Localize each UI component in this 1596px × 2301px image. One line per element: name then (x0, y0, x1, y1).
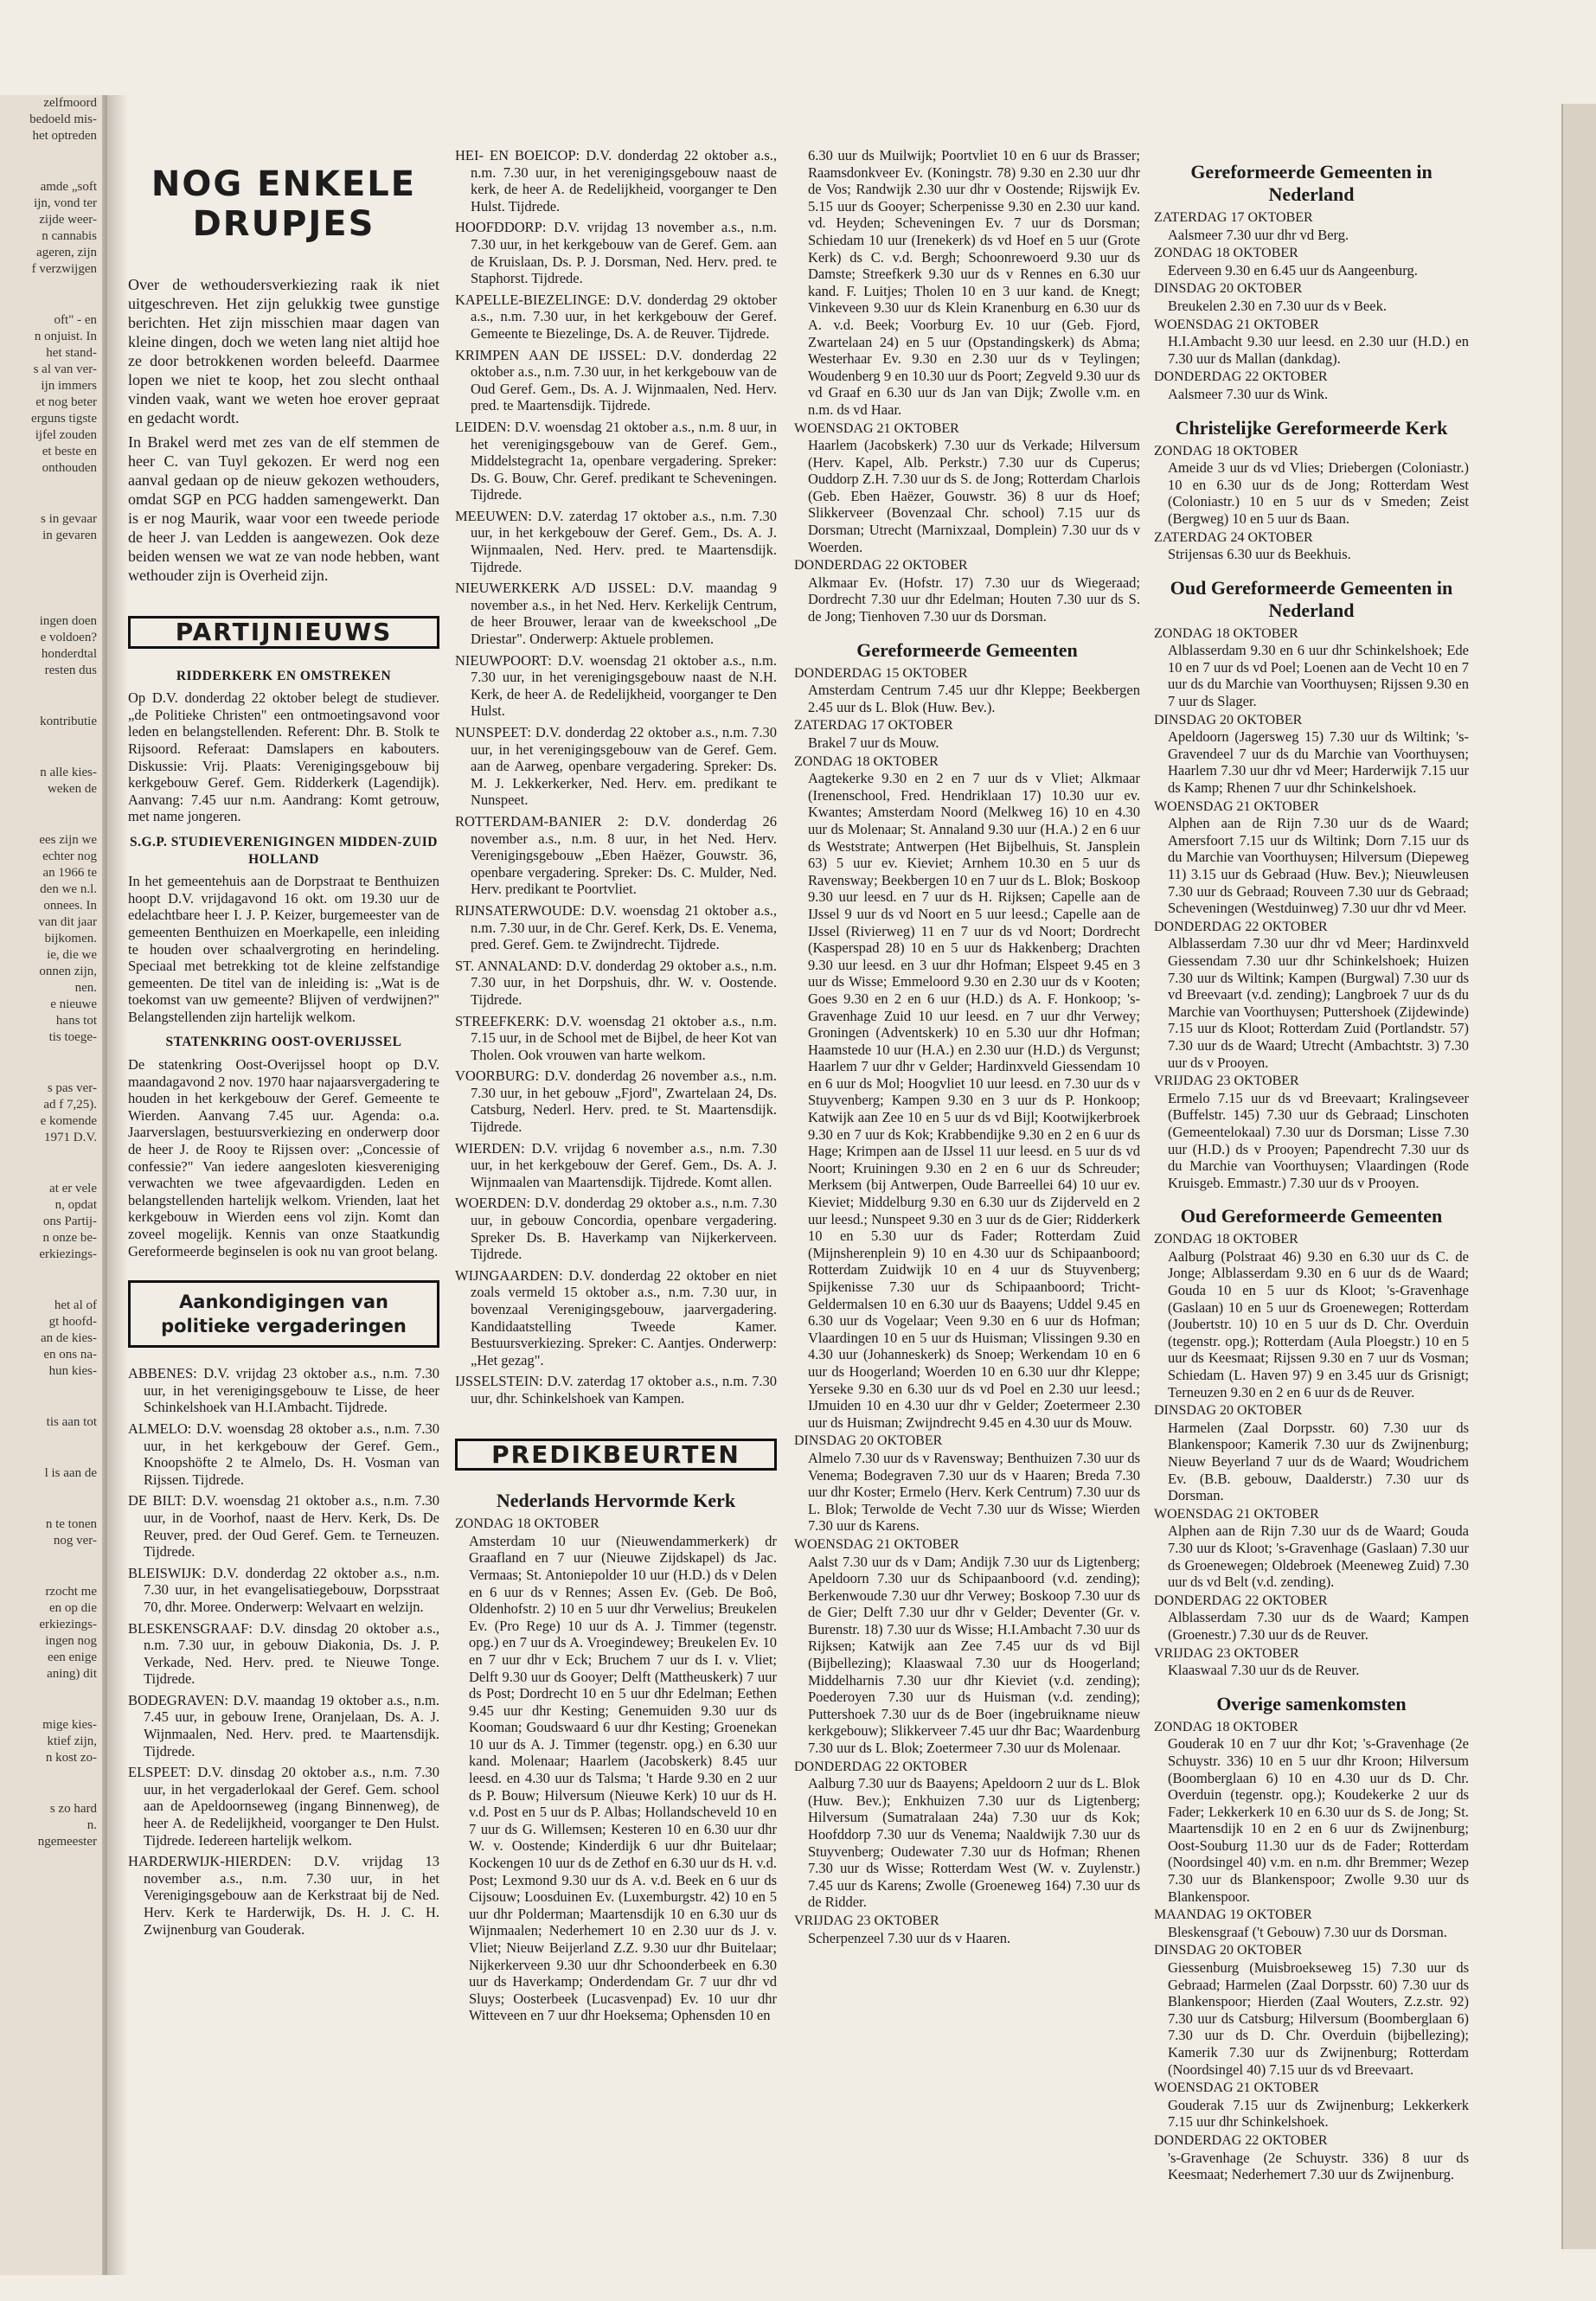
news-text: Op D.V. donderdag 22 oktober belegt de studiever. „de Politieke Christen" een ontmoetingsavond voor leden en belangstellenden. Referent: Dhr. B. Stolk te Rijsoord. Referaat: Damslapers en kabouters. Diskussie: Vrij. Plaats: Verenigingsgebouw bij kerkgebouw Geref. Gem. Ridderkerk (Lagendijk). Aanvang: 7.45 uur n.m. Aandrang: Komt getrouw, met name jongeren. (128, 689, 439, 825)
strip-fragment: onnees. In (43, 899, 97, 913)
strip-fragment: en op die (49, 1601, 97, 1615)
service-day-heading: ZONDAG 18 OKTOBER (1154, 1232, 1298, 1247)
strip-fragment: erkiezings- (39, 1618, 97, 1631)
service-day-heading: WOENSDAG 21 OKTOBER (794, 420, 959, 436)
service-text: Ermelo 7.15 uur ds vd Breevaart; Kralingseveer (Buffelstr. 145) 7.30 uur ds Gebraad; Linschoten (Gemeentelokaal) 7.30 uur ds Dorsman; Lisse 7.30 uur (H.D.) ds v Prooyen; Papendrecht 7.30 uur ds du Marchie van Voorthuysen; Vlaardingen (Rode Kruisgeb. Emmastr.) 7.30 uur ds v Prooyen. (1168, 1089, 1469, 1191)
strip-fragment: e komende (40, 1114, 97, 1128)
strip-gap (0, 1263, 102, 1298)
church-section-title: Overige samenkomsten (1216, 1692, 1407, 1715)
strip-fragment: honderdtal (41, 647, 97, 661)
service-text: Alkmaar Ev. (Hofstr. 17) 7.30 uur ds Wiegeraad; Dordrecht 7.30 uur dhr Edelman; Houten 7.30 uur ds S. de Jong; Tienhoven 7.30 uur ds Dorsman. (808, 574, 1140, 625)
strip-fragment: ad f 7,25). (43, 1098, 97, 1112)
service-text: Gouderak 10 en 7 uur dhr Kot; 's-Gravenhage (2e Schuystr. 336) 10 en 5 uur dhr Kroon; Hilversum (Boomberglaan 6) 10 en 4.30 uur ds D. Chr. Overduin (tegenstr. opg.); Koudekerke 2 uur ds Fader; Lekkerkerk 10 en 6.30 uur ds S. de Jong; St. Maartensdijk 10 en 2 en 6 uur ds Zwijnenburg; Oost-Souburg 11.30 uur ds de Fader; Rotterdam (Noordsingel 40) v.m. en n.m. dhr Bremmer; Wezep 7.30 uur ds Blankenspoor; Zwolle 9.30 uur ds Blankenspoor. (1168, 1735, 1469, 1905)
church-section-title: Gereformeerde Gemeenten in Nederland (1190, 161, 1433, 205)
strip-gap (0, 1482, 102, 1516)
strip-fragment: nog ver- (53, 1534, 97, 1548)
strip-fragment: s al van ver- (33, 362, 97, 376)
strip-gap (0, 798, 102, 832)
strip-fragment: weken de (47, 782, 97, 796)
service-text: H.I.Ambacht 9.30 uur leesd. en 2.30 uur (H.D.) en 7.30 uur ds Mallan (dankdag). (1168, 333, 1469, 367)
service-text: 's-Gravenhage (2e Schuystr. 336) 8 uur ds Keesmaat; Nederhemert 7.30 uur ds Zwijnenburg. (1168, 2149, 1469, 2183)
strip-fragment: rzocht me (45, 1585, 97, 1599)
service-text: Alblasserdam 9.30 en 6 uur dhr Schinkelshoek; Ede 10 en 7 uur ds vd Poel; Loenen aan de Vecht 10 en 7 uur ds du Marchie van Voorthuysen; Rijssen 9.30 en 7 uur ds Slager. (1168, 642, 1469, 710)
strip-gap (0, 278, 102, 312)
strip-fragment: een enige (47, 1650, 97, 1664)
strip-fragment: an 1966 te (42, 866, 97, 880)
church-section-title: Gereformeerde Gemeenten (856, 638, 1078, 661)
strip-fragment: den we n.l. (40, 882, 97, 896)
church-section-title: Nederlands Hervormde Kerk (496, 1490, 736, 1512)
strip-fragment: hun kies- (48, 1364, 97, 1378)
strip-fragment: nen. (74, 981, 97, 995)
section-box-title: PREDIKBEURTEN (455, 1439, 777, 1471)
meeting-entry: IJSSELSTEIN: D.V. zaterdag 17 oktober a.s., n.m. 7.30 uur, dhr. Schinkelshoek van Kampen. (455, 1373, 777, 1407)
article-body (128, 275, 439, 585)
church-section-title: Oud Gereformeerde Gemeenten (1180, 1205, 1443, 1227)
article-paragraph: In Brakel werd met zes van de elf stemmen de heer C. van Tuyl gekozen. Er werd nog een aanval gedaan op de nieuw gekozen wethouders, omdat SGP en PCG hadden samengewerkt. Dan is er nog Maurik, waar voor een tweede periode de heer J. van Ledden is aangewezen. Ook deze beiden wensen we wat ze van node hebben, want wethouder zijn is Overheid zijn. (128, 433, 439, 584)
meeting-entry: HEI- EN BOEICOP: D.V. donderdag 22 oktober a.s., n.m. 7.30 uur, in het verenigingsgebouw naast de kerk, de heer A. de Redelijkheid, voorganger te Den Hulst. Tijdrede. (455, 147, 777, 215)
service-days (794, 665, 1140, 1947)
meeting-entry: STREEFKERK: D.V. woensdag 21 oktober a.s., n.m. 7.15 uur, in de School met de Bijbel, de heer Kot van Tholen. Ook vrouwen van harte welkom. (455, 1012, 777, 1063)
service-text: Gouderak 7.15 uur ds Zwijnenburg; Lekkerkerk 7.15 uur dhr Schinkelshoek. (1168, 2096, 1469, 2131)
service-day-heading: DINSDAG 20 OKTOBER (1154, 1403, 1303, 1419)
meeting-entry: BODEGRAVEN: D.V. maandag 19 oktober a.s., n.m. 7.45 uur, in gebouw Irene, Oranjelaan, Ds. A. J. Wijnmaalen, Ned. Herv. pred. te Maartensdijk. Tijdrede. (128, 1691, 439, 1759)
service-day-heading: DONDERDAG 22 OKTOBER (794, 1759, 968, 1774)
service-day-heading: DINSDAG 20 OKTOBER (1154, 1943, 1303, 1958)
service-day-heading: ZONDAG 18 OKTOBER (1154, 1719, 1298, 1734)
strip-fragment: ijfel zouden (35, 428, 97, 442)
strip-fragment: ingen doen (39, 614, 97, 628)
news-subhead: S.G.P. STUDIEVERENIGINGEN MIDDEN-ZUID HOLLAND (130, 834, 438, 867)
column-1 (128, 147, 439, 1942)
meeting-entry: ELSPEET: D.V. dinsdag 20 oktober a.s., n.m. 7.30 uur, in het vergaderlokaal der Geref. Gem. school aan de Apeldoornseweg (ingang Binnenweg), de heer A. de Redelijkheid, voorganger te Den Hulst. Tijdrede. Iedereen hartelijk welkom. (128, 1764, 439, 1849)
church-section-title: Christelijke Gereformeerde Kerk (1175, 416, 1448, 439)
strip-gap (0, 1766, 102, 1801)
service-text: 6.30 uur ds Muilwijk; Poortvliet 10 en 6 uur ds Brasser; Raamsdonkveer Ev. (Koningstr. 78) 9.30 en 2.30 uur dhr de Vos; Randwijk 2.30 uur dhr v Oostende; Rijswijk Ev. 5.15 uur ds Gooyer; Scherpenisse 9.30 en 2.30 uur kand. vd. Heyden; Scheveningen Ev. 7 uur ds Dorsman; Schiedam 10 uur (Irenekerk) ds vd Hoef en 5 uur (Grote Kerk) ds C. v.d. Bergh; Schoonrewoerd 9.30 uur ds Damste; Streefkerk 9.30 uur ds v Rennes en 6.30 uur kand. F. Luitjes; Tholen 10 en 3 uur kand. de Knegt; Vinkeveen 9.30 uur ds Klein Kranenburg en 6.30 uur ds A. v.d. Beek; Voorburg Ev. 10 uur (Geb. Fjord, Zwartelaan 24) en 5 uur (Opstandingskerk) ds Abma; Westerhaar Ev. 9.30 en 2.30 uur ds v Teylingen; Woudenberg 9 en 10.30 uur ds Poort; Zegveld 9.30 uur ds vd Graaf en 6.30 uur ds Jan van Dijk; Zwolle v.m. en n.m. ds vd Haar. (808, 147, 1140, 418)
meeting-entry: KRIMPEN AAN DE IJSSEL: D.V. donderdag 22 oktober a.s., n.m. 7.30 uur, in het kerkgebouw van de Oud Geref. Gem., Ds. A. J. Wijnmaalen, Ned. Herv. pred. te Maartensdijk. Tijdrede. (455, 346, 777, 414)
service-day-heading: WOENSDAG 21 OKTOBER (1154, 1506, 1319, 1522)
meeting-entry: LEIDEN: D.V. woensdag 21 oktober a.s., n.m. 8 uur, in het verenigingsgebouw van de Geref. Gem., Middelstegracht 1a, openbare vergadering. Spreker: Ds. G. Bouw, Chr. Geref. predikant te Scheveningen. Tijdrede. (455, 418, 777, 503)
meeting-entry: NUNSPEET: D.V. donderdag 22 oktober a.s., n.m. 7.30 uur, in het verenigingsgebouw van de Geref. Gem. aan de Aarweg, openbare vergadering. Spreker: Ds. M. J. Lekkerkerker, Ned. Herv. em. predikant te Nunspeet. (455, 724, 777, 809)
service-text: Alblasserdam 7.30 uur ds de Waard; Kampen (Groenestr.) 7.30 uur ds de Reuver. (1168, 1609, 1469, 1643)
service-text: Alblasserdam 7.30 uur dhr vd Meer; Hardinxveld Giessendam 7.30 uur dhr Schinkelshoek; Huizen 7.30 uur ds Wiltink; Kampen (Burgwal) 7.30 uur ds vd Breevaart (v.d. zending); Langbroek 7 uur ds du Marchie van Voorthuysen; Puttershoek (Zijdewinde) 7.15 uur ds Kloot; Rotterdam Zuid (Portlandstr. 57) 7.30 uur ds de Waard; Utrecht (Ambachtstr. 3) 7.30 uur ds v Prooyen. (1168, 935, 1469, 1071)
church-sections (1154, 161, 1469, 2183)
strip-fragment: 1971 D.V. (44, 1131, 97, 1144)
service-text: Aalsmeer 7.30 uur ds Wink. (1168, 385, 1329, 402)
service-day-heading: MAANDAG 19 OKTOBER (1154, 1907, 1312, 1923)
service-text: Aalburg (Polstraat 46) 9.30 en 6.30 uur ds C. de Jonge; Alblasserdam 9.30 en 6 uur ds de Waard; Gouda 10 en 5 uur ds Kloot; 's-Gravenhage (Gaslaan) 10 en 5 uur ds Groenewegen; Rotterdam (Joubertstr. 10) 10 en 5 uur ds D. Chr. Overduin (tegenstr. opg.); Rotterdam (Aula Ploegstr.) 10 en 5 uur ds Keesmaat; Rijssen 9.30 en 7 uur ds Vosman; Schiedam (L. Haven 97) 9 en 3.45 uur ds Grisnigt; Terneuzen 9.30 en 2 en 6 uur ds de Reuver. (1168, 1247, 1469, 1400)
service-day-heading: DONDERDAG 22 OKTOBER (1154, 919, 1328, 934)
meetings-list (128, 1365, 439, 1938)
strip-fragment: s zo hard (49, 1802, 97, 1816)
service-day-heading: ZATERDAG 17 OKTOBER (794, 718, 953, 734)
strip-fragment: n, opdat (54, 1198, 97, 1212)
service-text: Haarlem (Jacobskerk) 7.30 uur ds Verkade; Hilversum (Herv. Kapel, Alb. Perkstr.) 7.30 uur ds Cuperus; Ouddorp Z.H. 7.30 uur ds S. de Jong; Rotterdam Charlois (Geb. Eben Haëzer, Gouwstr. 36) 8 uur ds Hoef; Slikkerveer (Bovenzaal Chr. school) 7.15 uur ds Dorsman; Utrecht (Marnixzaal, Domplein) 7.30 uur ds v Woerden. (808, 437, 1140, 555)
meeting-entry: ABBENES: D.V. vrijdag 23 oktober a.s., n.m. 7.30 uur, in het verenigingsgebouw te Lisse, de heer Schinkelshoek van H.I.Ambacht. Tijdrede. (128, 1365, 439, 1416)
strip-gap (0, 144, 102, 179)
meeting-entry: HOOFDDORP: D.V. vrijdag 13 november a.s., n.m. 7.30 uur, in het kerkgebouw van de Geref. Gem. aan de Kruislaan, Ds. P. J. Dorsman, Ned. Herv. pred. te Staphorst. Tijdrede. (455, 219, 777, 287)
service-day-heading: WOENSDAG 21 OKTOBER (1154, 2080, 1319, 2096)
strip-fragment: bijkomen. (44, 932, 97, 945)
service-day-heading: ZONDAG 18 OKTOBER (794, 753, 939, 769)
news-subhead: STATENKRING OOST-OVERIJSSEL (165, 1035, 402, 1050)
strip-fragment: n te tonen (45, 1517, 97, 1531)
strip-fragment: echter nog (42, 849, 97, 863)
service-text: Harmelen (Zaal Dorpsstr. 60) 7.30 uur ds Blankenspoor; Kamerik 7.30 uur ds Zwijnenburg; Nieuw Beyerland 7 uur ds de Waard; Woudrichem Ev. (B.B. gebouw, Daalderstr.) 7.30 uur ds Dorsman. (1168, 1419, 1469, 1504)
strip-fragment: e nieuwe (50, 997, 97, 1011)
service-text: Breukelen 2.30 en 7.30 uur ds v Beek. (1168, 297, 1387, 314)
service-text: Aagtekerke 9.30 en 2 en 7 uur ds v Vliet; Alkmaar (Irenenschool, Fred. Hendriklaan 17) 10.30 uur ev. Kwantes; Amsterdam Noord (Melkweg 16) 10 en 4.30 uur ds Molenaar; St. Annaland 9.30 uur (H.A.) 2 en 6 uur ds Weststrate; Antwerpen (Het Bijbelhuis, St. Jansplein 63) 5 uur ev. Kieviet; Arnhem 10.30 en 5 uur ds Ravensway; Beekbergen 10 en 7 uur ds L. Blok; Boskoop 9.30 uur leesd. en 7 uur ds H. Rijksen; Capelle aan de IJssel 9 uur ds vd Noort en 5 uur leesd.; Capelle aan de IJssel (Rivierweg) 11 en 7 uur ds vd Noort; Dordrecht (Kasperspad 28) 10 en 5 uur ds Hakkenberg; Drachten 9.30 uur leesd. en 3 uur dhr Hofman; Elspeet 9.45 en 3 uur ds Wisse; Emmeloord 9.30 en 2.30 uur ds v Kooten; Goes 9.30 en 2 en 6 uur (H.D.) ds A. F. Honkoop; 's-Gravenhage Zuid 10 uur leesd. en 7 uur dhr Verwey; Groningen (Adventskerk) 10 en 5.30 uur dhr Hofman; Haamstede 10 uur (H.A.) en 2.30 uur (H.D.) ds Vergunst; Haarlem 7 uur dhr v Gelder; Hardinxveld Giessendam 10 en 6 uur ds Mol; Hoogvliet 10 uur leesd. en 7.30 uur ds v Stuyvenberg; Kampen 9.30 en 3 uur ds P. Honkoop; Katwijk aan Zee 10 en 5 uur ds vd Bijl; Kootwijkerbroek 9.30 en 7 uur ds Kok; Krabbendijke 9.30 en 2 en 6 uur ds Hage; Krimpen aan de IJssel 11 uur leesd. en 5 uur ds vd Noort; Kruiningen 9.30 en 2 en 6 uur ds Schreuder; Merksem (bij Antwerpen, Oude Barreellei 64) 10 uur ev. Kieviet; Middelburg 9.30 en 6.30 uur ds Zijderveld en 2 uur leesd.; Nunspeet 9.30 en 3 uur ds de Gier; Ridderkerk 10 en 5.30 uur ds Fader; Rotterdam Zuid (Mijnsherenplein 9) 10 en 4.30 uur ds Schipaanboord; Rotterdam Zuidwijk 10 en 4 uur ds Stuyvenberg; Spijkenisse 7.30 uur ds Schipaanboord; Tricht-Geldermalsen 10 en 6.30 uur ds Baayens; Uddel 9.45 en 6.30 uur ds Vogelaar; Veen 9.30 en 6 uur ds Hofman; Vlaardingen 10 en 5 uur ds Huisman; Vlissingen 9.30 en 4.30 uur (Johanneskerk) ds Snoep; Werkendam 10 en 6 uur ds Hoogerland; Woerden 10 en 6.30 uur dhr Kleppe; Yerseke 9.30 en 6.30 uur ds vd Poel en 2.30 uur leesd.; IJmuiden 10 en 4.30 uur dhr v Gelder; Zoetermeer 2.30 uur ds Huisman; Zwijndrecht 9.45 en 4.30 uur ds Mouw. (808, 770, 1140, 1431)
party-news (128, 668, 439, 1260)
strip-fragment: onnen zijn, (39, 965, 97, 978)
service-text: Amsterdam Centrum 7.45 uur dhr Kleppe; Beekbergen 2.45 uur ds L. Blok (Huw. Bev.). (808, 682, 1140, 715)
service-text: Alphen aan de Rijn 7.30 uur ds de Waard; Gouda 7.30 uur ds Kloot; 's-Gravenhage (Gaslaan) 7.30 uur ds Groenewegen; Oldebroek (Meeneweg Zuid) 7.30 uur ds vd Belt (v.d. zending). (1168, 1522, 1469, 1591)
strip-gap (0, 679, 102, 714)
meeting-entry: ST. ANNALAND: D.V. donderdag 29 oktober a.s., n.m. 7.30 uur, in het Dorpshuis, dhr. W. v. Oostende. Tijdrede. (455, 957, 777, 1008)
meeting-entry: WOERDEN: D.V. donderdag 29 oktober a.s., n.m. 7.30 uur, in gebouw Concordia, openbare vergadering. Spreker Ds. B. Haverkamp van Nijkerkerveen. Tijdrede. (455, 1195, 777, 1263)
strip-fragment: van dit jaar (38, 915, 97, 929)
strip-fragment: et beste en (42, 445, 97, 458)
strip-fragment: f verzwijgen (31, 262, 97, 276)
service-day-heading: DONDERDAG 22 OKTOBER (1154, 369, 1328, 385)
strip-fragment: kontributie (40, 715, 97, 728)
service-day-heading: DINSDAG 20 OKTOBER (1154, 712, 1303, 727)
strip-fragment: bedoeld mis- (29, 112, 97, 126)
strip-fragment: erkiezings- (39, 1247, 97, 1261)
service-day-heading: WOENSDAG 21 OKTOBER (1154, 798, 1319, 814)
page-right-edge (1561, 104, 1596, 2249)
strip-fragment: het al of (54, 1298, 97, 1312)
newspaper-page (128, 130, 1555, 2258)
strip-gap (0, 477, 102, 511)
strip-fragment: tis toege- (48, 1030, 97, 1044)
service-day-heading: ZONDAG 18 OKTOBER (1154, 443, 1298, 458)
strip-fragment: zelfmoord (43, 96, 97, 110)
strip-gap (0, 1682, 102, 1717)
strip-fragment: en ons na- (43, 1348, 97, 1362)
service-text: Scherpenzeel 7.30 uur ds v Haaren. (808, 1929, 1011, 1946)
strip-fragment: et nog beter (35, 395, 97, 409)
strip-fragment: het stand- (46, 346, 97, 360)
meeting-entry: BLESKENSGRAAF: D.V. dinsdag 20 oktober a.s., n.m. 7.30 uur, in gebouw Diakonia, Ds. J. P. Verkade, Ned. Herv. pred. te Nieuwe Tonge. Tijdrede. (128, 1619, 439, 1688)
strip-fragment: n alle kies- (40, 766, 97, 779)
service-text: Amsterdam 10 uur (Nieuwendammerkerk) dr Graafland en 7 uur (Nieuwe Zijdskapel) ds Jac. Vermaas; St. Antoniepolder 10 uur (H.D.) ds v Delen en 6 uur ds v Rennes; Assen Ev. (Geb. De Boô, Oldenhofstr. 2) 10 en 5 uur dhr Verwelius; Breukelen Ev. (Pro Rege) 10 uur ds A. J. Timmer (tegenstr. opg.) en 7 uur ds A. Vroegindewey; Breukelen Ev. 10 en 7 uur dhr v Eck; Bruchem 7 uur ds I. v. Vliet; Delft 9.30 uur ds Gooyer; Delft (Mattheuskerk) 7 uur ds Post; Dordrecht 10 en 5 uur dhr Edelman; Eethen 9.45 uur dhr Kesting; Genemuiden 9.30 uur ds Kooman; Goudswaard 6 uur dhr Kesting; Groenekan 10 uur ds A. J. Timmer (tegenstr. opg.) en 6.30 uur kand. Molenaar; Haarlem (Jacobskerk) 8.45 uur leesd. en 4.30 uur ds Talsma; 't Harde 9.30 en 2 uur ds P. Bouw; Hilversum (Nieuwe Kerk) 10 uur ds H. v.d. Post en 5 uur ds P. Albas; Hollandscheveld 10 en 7 uur ds G. Willemsen; Kesteren 10 en 6.30 uur dhr W. v. Oostende; Kinderdijk 6 uur dhr Buitelaar; Kockengen 10 uur ds de Zethof en 6.30 uur ds H. v.d. Post; Lexmond 9.30 uur ds A. v.d. Beek en 6 uur ds Cijsouw; Loosduinen Ev. (Luxemburgstr. 42) 10 en 5 uur dhr Polderman; Maartensdijk 10 en 6.30 uur ds Wijnmaalen; Nederhemert 10 en 2.30 uur ds J. v. Vliet; Nieuw Beijerland Z.Z. 9.30 uur dhr Buitelaar; Nijkerkerveen 9.30 uur dhr Schoonderbeek en 6.30 uur ds Haverkamp; Onderdendam Gr. 7 uur dhr vd Sluys; Oosterbeek (Lucasvenpad) Ev. 10 uur dhr Witteveen en 7 uur dhr Hoeksema; Ophensden 10 en (469, 1532, 777, 2024)
service-day-heading: DONDERDAG 22 OKTOBER (1154, 2132, 1328, 2148)
service-text: Alphen aan de Rijn 7.30 uur ds de Waard; Amersfoort 7.15 uur ds Wiltink; Dorn 7.15 uur ds du Marchie van Voorthuysen; Hilversum (Diepeweg 11) 3.15 uur ds Gebraad (Huw. Bev.); Nieuwleusen 7.30 uur ds Gebraad; Rouveen 7.30 uur ds Gebraad; Scheveningen (Westduinweg) 7.30 uur dhr vd Meer. (1168, 815, 1469, 917)
strip-fragment: ees zijn we (39, 833, 97, 847)
column-2 (455, 147, 777, 2026)
strip-fragment: n cannabis (42, 229, 97, 243)
strip-gap (0, 1549, 102, 1584)
page-gutter (102, 95, 128, 2275)
service-day-heading: ZATERDAG 24 OKTOBER (1154, 529, 1313, 545)
column-4 (1154, 147, 1469, 2185)
strip-fragment: ingen nog (45, 1634, 97, 1648)
strip-gap (0, 1146, 102, 1181)
service-day-heading: DINSDAG 20 OKTOBER (794, 1433, 943, 1449)
service-day-heading: DONDERDAG 22 OKTOBER (1154, 1593, 1328, 1608)
meeting-entry: NIEUWPOORT: D.V. woensdag 21 oktober a.s., n.m. 7.30 uur, in het verenigingsgebouw naast de N.H. Kerk, de heer A. de Redelijkheid, voorganger te Den Hulst. (455, 651, 777, 720)
service-day-heading: ZONDAG 18 OKTOBER (1154, 246, 1298, 261)
strip-fragment: ons Partij- (42, 1215, 97, 1228)
service-text: Aalsmeer 7.30 uur dhr vd Berg. (1168, 226, 1349, 243)
service-text: Strijensas 6.30 uur ds Beekhuis. (1168, 546, 1351, 563)
meeting-entry: VOORBURG: D.V. donderdag 26 november a.s., n.m. 7.30 uur, in het gebouw „Fjord", Zwartelaan 24, Ds. Catsburg, Nederl. Herv. pred. te St. Maartensdijk. Tijdrede. (455, 1067, 777, 1136)
news-subhead: RIDDERKERK EN OMSTREKEN (176, 668, 392, 683)
strip-fragment: n onze be- (42, 1231, 97, 1245)
strip-fragment: s pas ver- (47, 1081, 97, 1095)
strip-fragment: hans tot (55, 1014, 97, 1028)
service-text: Aalst 7.30 uur ds v Dam; Andijk 7.30 uur ds Ligtenberg; Apeldoorn 7.30 uur ds Schipaanboord (v.d. zending); Berkenwoude 7.30 uur dhr Verwey; Boskoop 7.30 uur ds de Gier; Delft 7.30 uur dhr v Gelder; Deventer (Gr. v. Burenstr. 18) 7.30 uur ds Wisse; H.I.Ambacht 7.30 uur ds Rijksen; Katwijk aan Zee 7.45 uur ds vd Bijl (Bijbellezing); Klaaswaal 7.30 uur ds Hoogerland; Middelharnis 7.30 uur dhr Kieviet (v.d. zending); Poederoyen 7.30 uur ds Huisman (v.d. zending); Puttershoek 7.30 uur ds de Boer (ingebruikname nieuw kerkgebouw); Slikkerveer 7.45 uur dhr Bac; Waardenburg 7.30 uur ds L. Blok; Zoetermeer 7.30 uur ds Molenaar. (808, 1553, 1140, 1757)
meeting-entry: NIEUWERKERK A/D IJSSEL: D.V. maandag 9 november a.s., in het Ned. Herv. Kerkelijk Centrum, de heer Brouwer, leraar van de kweekschool „De Driestar". Onderwerp: Aktuele problemen. (455, 580, 777, 648)
article-headline: NOG ENKELE DRUPJES (151, 164, 417, 244)
strip-fragment: l is aan de (44, 1466, 97, 1480)
meeting-entry: RIJNSATERWOUDE: D.V. woensdag 21 oktober a.s., n.m. 7.30 uur, in de Chr. Geref. Kerk, Ds. E. Venema, pred. Geref. Gem. te Zwijndrecht. Tijdrede. (455, 901, 777, 953)
strip-fragment: amde „soft (40, 180, 97, 194)
strip-fragment: erguns tigste (31, 412, 97, 426)
meeting-entry: KAPELLE-BIEZELINGE: D.V. donderdag 29 oktober a.s., n.m. 7.30 uur, in het kerkgebouw der Geref. Gemeente te Biezelinge, Ds. A. de Reuver. Tijdrede. (455, 291, 777, 342)
meeting-entry: HARDERWIJK-HIERDEN: D.V. vrijdag 13 november a.s., n.m. 7.30 uur, in het Verenigingsgebouw aan de Kerkstraat bij de Ned. Herv. Kerk te Harderwijk, Ds. H. J. C. H. Zwijnenburg van Gouderak. (128, 1853, 439, 1938)
service-day-heading: VRIJDAG 23 OKTOBER (1154, 1074, 1299, 1089)
strip-gap (0, 544, 102, 579)
service-day-heading: DONDERDAG 22 OKTOBER (794, 558, 968, 574)
article-paragraph: Over de wethoudersverkiezing raak ik niet uitgeschreven. Het zijn gelukkig twee gunstige berichten. Het zijn misschien maar dagen van kleine dingen, doch we weten lang niet altijd hoe ze door betrokkenen worden beleefd. Daarmee lopen we niet te koop, het zou slecht onthaal vinden vaak, want we weten hoe erover gepraat en gedacht wordt. (128, 276, 439, 426)
strip-fragment: ie, die we (47, 948, 97, 962)
column-3 (794, 147, 1140, 1948)
section-box-title: PARTIJNIEUWS (128, 616, 439, 649)
meeting-entry: BLEISWIJK: D.V. donderdag 22 oktober a.s., n.m. 7.30 uur, in het evangelisatiegebouw, Dorpsstraat 70, dhr. Moree. Onderwerp: Welvaart en welzijn. (128, 1564, 439, 1615)
service-text: Brakel 7 uur ds Mouw. (808, 734, 939, 751)
strip-fragment: ngemeester (37, 1835, 97, 1849)
adjacent-page-strip (0, 95, 107, 2275)
strip-fragment: het optreden (32, 129, 97, 143)
meeting-entry: WIJNGAARDEN: D.V. donderdag 22 oktober en niet zoals vermeld 15 oktober a.s., n.m. 7.30 uur, in bovenzaal Verenigingsgebouw, jaarvergadering. Kandidaatstelling Tweede Kamer. Bestuursverkiezing. Spreker: C. Aantjes. Onderwerp: „Het gezag". (455, 1266, 777, 1368)
service-text: Aalburg 7.30 uur ds Baayens; Apeldoorn 2 uur ds L. Blok (Huw. Bev.); Enkhuizen 7.30 uur ds Ligtenberg; Hilversum (Sumatralaan 24a) 7.30 uur ds Kok; Hoofddorp 7.30 uur ds Venema; Naaldwijk 7.30 uur ds Stuyvenberg; Oudewater 7.30 uur ds Hofman; Rhenen 7.30 uur ds Wisse; Rotterdam West (W. v. Zuylenstr.) 7.45 uur ds Karens; Zwolle (Groeneweg 164) 7.30 uur ds de Ridder. (808, 1775, 1140, 1911)
strip-fragment: n kost zo- (45, 1751, 97, 1765)
strip-fragment: ageren, zijn (36, 246, 97, 260)
meeting-entry: ALMELO: D.V. woensdag 28 oktober a.s., n.m. 7.30 uur, in het kerkgebouw der Geref. Gem., Knoopshöfte 2 te Almelo, Ds. H. Vosman van Rijssen. Tijdrede. (128, 1420, 439, 1488)
strip-fragment: an de kies- (41, 1331, 97, 1345)
strip-fragment: in gevaren (42, 529, 97, 542)
service-day-heading: ZONDAG 18 OKTOBER (455, 1516, 599, 1532)
meeting-entry: WIERDEN: D.V. vrijdag 6 november a.s., n.m. 7.30 uur, in het kerkgebouw der Geref. Gem., Ds. A. J. Wijnmaalen van Maartensdijk. Tijdrede. Komt allen. (455, 1139, 777, 1190)
strip-fragment: s in gevaar (41, 512, 97, 526)
service-day-heading: DINSDAG 20 OKTOBER (1154, 281, 1303, 297)
strip-fragment: mige kies- (42, 1718, 97, 1732)
service-text: Almelo 7.30 uur ds v Ravensway; Benthuizen 7.30 uur ds Venema; Bodegraven 7.30 uur ds v Haaren; Breda 7.30 uur dhr Koster; Ermelo (Herv. Kerk Centrum) 7.30 uur ds L. Blok; Terwolde de Vecht 7.30 uur ds Wisse; Wierden 7.30 uur ds Karens. (808, 1449, 1140, 1535)
service-day-heading: ZATERDAG 17 OKTOBER (1154, 210, 1313, 225)
service-day-heading: WOENSDAG 21 OKTOBER (1154, 317, 1319, 332)
news-text: In het gemeentehuis aan de Dorpstraat te Benthuizen hoopt D.V. vrijdagavond 16 okt. om 19.30 uur de edelachtbare heer I. J. P. Keizer, burgemeester van de gemeenten Benthuizen en Moerkapelle, een inleiding te houden over schaalvergroting en herindeling. Speciaal met betrekking tot de kleine zelfstandige gemeenten. De titel van de inleiding is: „Wat is de toekomst van uw gemeente? Blijven of verdwijnen?" Belangstellenden zijn hartelijk welkom. (128, 873, 439, 1025)
service-text: Ederveen 9.30 en 6.45 uur ds Aangeenburg. (1168, 261, 1418, 279)
meeting-entry: MEEUWEN: D.V. zaterdag 17 oktober a.s., n.m. 7.30 uur, in het kerkgebouw der Geref. Gem., Ds. A. J. Wijnmaalen, Ned. Herv. pred. te Maartensdijk. Tijdrede. (455, 507, 777, 575)
strip-fragment: onthouden (42, 461, 97, 475)
strip-fragment: n. (87, 1818, 97, 1832)
meeting-entry: DE BILT: D.V. woensdag 21 oktober a.s., n.m. 7.30 uur, in de Voorhof, naast de Herv. Kerk, Ds. De Reuver, pred. der Oud Geref. Gem. te Terneuzen. Tijdrede. (128, 1492, 439, 1561)
service-day-heading: VRIJDAG 23 OKTOBER (794, 1913, 939, 1928)
strip-fragment: gt hoofd- (48, 1315, 97, 1329)
meeting-entry: ROTTERDAM-BANIER 2: D.V. donderdag 26 november a.s., n.m. 8 uur, in het Ned. Herv. Verenigingsgebouw „Eben Haëzer, Gouwstr. 36, openbare vergadering. Spreker: Ds. C. Mulder, Ned. Herv. predikant te Poortvliet. (455, 812, 777, 898)
service-day-heading: DONDERDAG 15 OKTOBER (794, 665, 968, 681)
service-days (794, 420, 1140, 625)
service-day-heading: WOENSDAG 21 OKTOBER (794, 1536, 959, 1552)
strip-fragment: tis aan tot (46, 1415, 97, 1429)
church-section-title: Oud Gereformeerde Gemeenten in Nederland (1170, 576, 1453, 621)
strip-fragment: aning) dit (47, 1667, 97, 1681)
strip-fragment: n onjuist. In (34, 330, 97, 343)
strip-gap (0, 1380, 102, 1414)
news-text: De statenkring Oost-Overijssel hoopt op D.V. maandagavond 2 nov. 1970 haar najaarsvergadering te houden in het kerkgebouw der Geref. Gemeente te Wierden. Aanvang 7.45 uur. Agenda: o.a. Jaarverslagen, bestuursverkiezing en onderwerp door de heer J. de Rooy te Rijssen over: „Concessie of confessie?" Van iedere aangesloten kiesvereniging verwachten we twee afgevaardigden. Leden en belangstellenden hartelijk welkom. Vrienden, laat het kerkgebouw in Wierden eens vol zijn. Komt dan zoveel mogelijk. Kennis van onze Staatkundig Gereformeerde beginselen is ook nu van groot belang. (128, 1056, 439, 1259)
service-day-heading: ZONDAG 18 OKTOBER (1154, 625, 1298, 641)
service-day-heading: VRIJDAG 23 OKTOBER (1154, 1645, 1299, 1661)
strip-fragment: resten dus (44, 663, 97, 677)
strip-gap (0, 730, 102, 765)
strip-fragment: at er vele (49, 1182, 97, 1195)
strip-gap (0, 579, 102, 613)
service-days (455, 1516, 777, 2024)
service-text: Ameide 3 uur ds vd Vlies; Driebergen (Coloniastr.) 10 en 6.30 uur ds de Jong; Rotterdam West (Coloniastr.) 10 en 5 uur ds v Smeden; Zeist (Bergweg) 10 en 5 uur ds Baan. (1168, 459, 1469, 527)
service-text: Giessenburg (Muisbroekseweg 15) 7.30 uur ds Gebraad; Harmelen (Zaal Dorpsstr. 60) 7.30 uur ds Blankenspoor; Hierden (Zaal Wouters, Z.z.str. 92) 7.30 uur ds Catsburg; Hilversum (Boomberglaan 6) 7.30 uur ds D. Chr. Overduin (bijbellezing); Kamerik 7.30 uur ds Zwijnenburg; Rotterdam (Noordsingel 40) 7.15 uur ds vd Breevaart. (1168, 1959, 1469, 2078)
service-text: Klaaswaal 7.30 uur ds de Reuver. (1168, 1662, 1360, 1679)
strip-gap (0, 1431, 102, 1465)
strip-fragment: ijn immers (41, 379, 97, 393)
strip-fragment: ijn, vond ter (34, 196, 97, 210)
strip-fragment: ktief zijn, (47, 1734, 97, 1748)
strip-gap (0, 1046, 102, 1080)
meetings-box-title: Aankondigingen van politieke vergaderingen (128, 1280, 439, 1348)
strip-fragment: zijde weer- (39, 213, 97, 227)
strip-fragment: e voldoen? (40, 631, 97, 644)
service-text: Bleskensgraaf ('t Gebouw) 7.30 uur ds Dorsman. (1168, 1923, 1447, 1940)
service-text: Apeldoorn (Jagersweg 15) 7.30 uur ds Wiltink; 's-Gravendeel 7 uur ds du Marchie van Voorthuysen; Haarlem 7.30 uur dhr vd Meer; Harderwijk 7.15 uur ds Kamp; Rhenen 7 uur dhr Schinkelshoek. (1168, 728, 1469, 797)
strip-fragment: oft" - en (54, 313, 97, 327)
meetings-list (455, 147, 777, 1407)
